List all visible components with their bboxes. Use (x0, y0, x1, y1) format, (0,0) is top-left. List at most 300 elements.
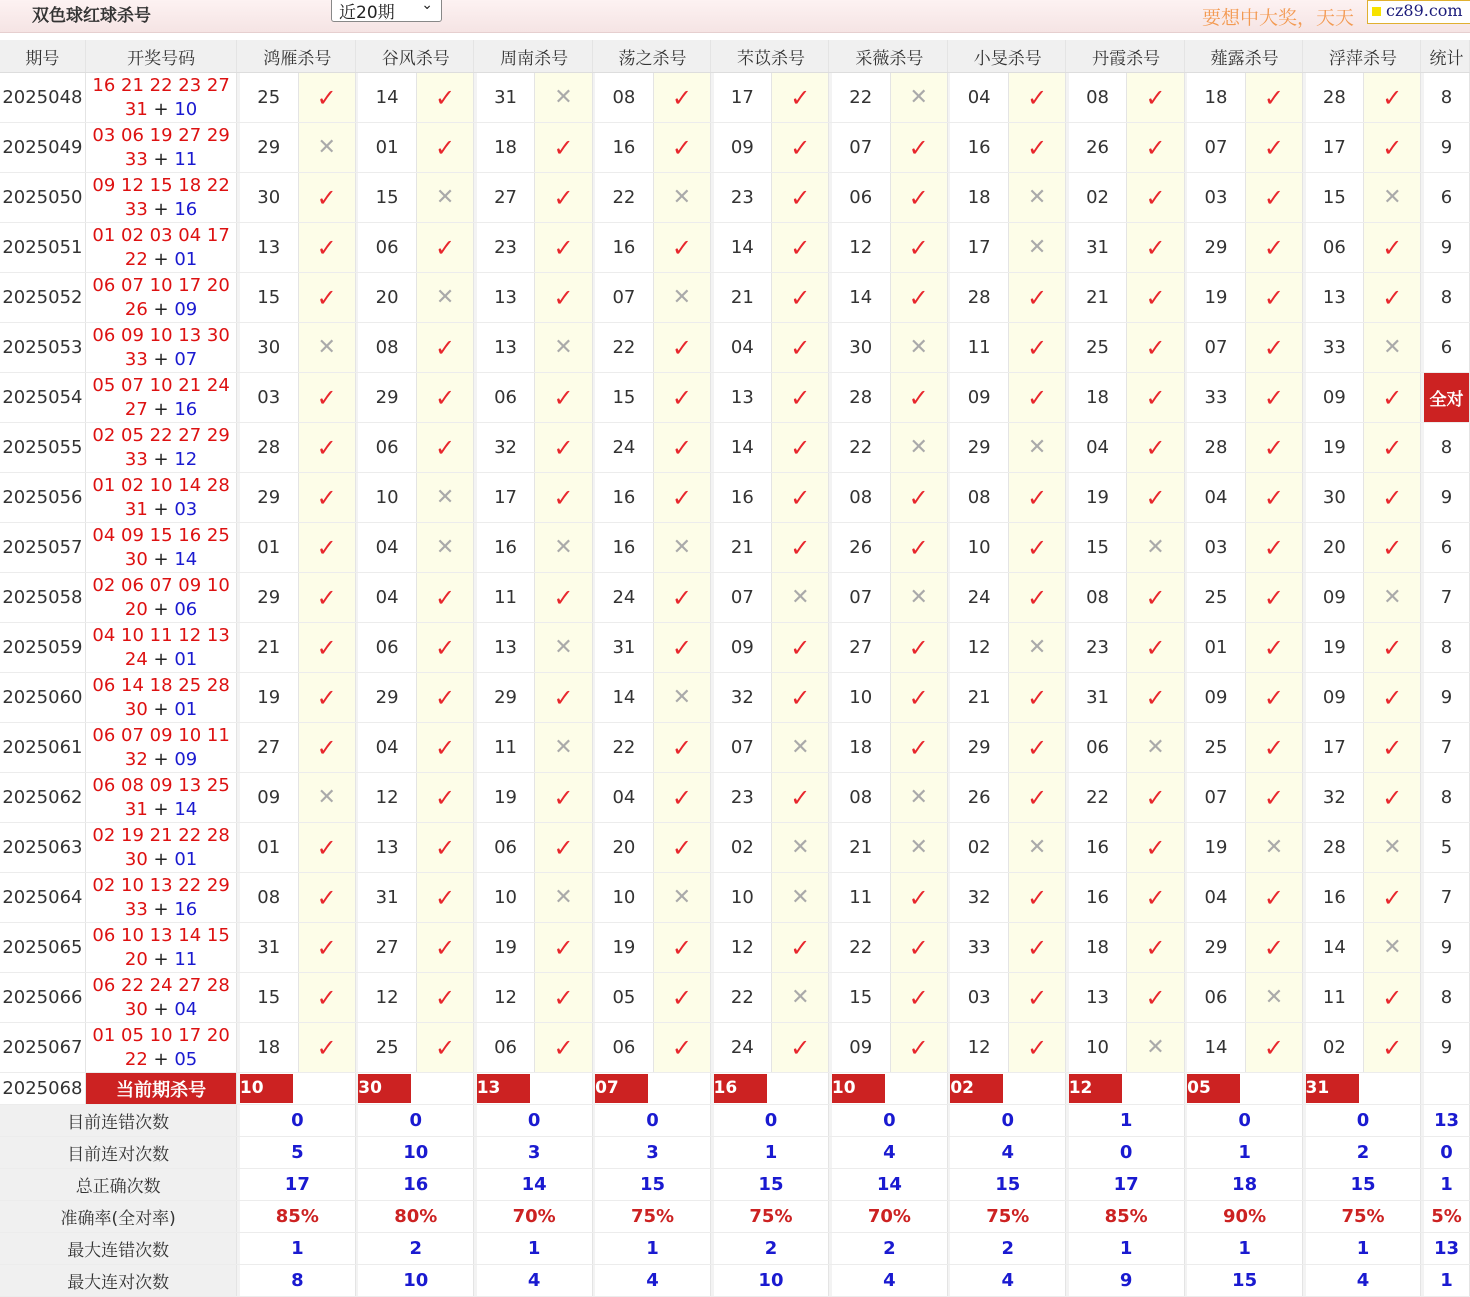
check-icon: ✓ (653, 623, 710, 673)
current-kill-badge: 16 (714, 1074, 767, 1103)
check-icon: ✓ (1245, 73, 1302, 123)
summary-stat: 1 (1424, 1169, 1470, 1201)
kill-number: 08 (1069, 573, 1127, 623)
red-ball-last: 24 (124, 648, 148, 670)
kill-number: 25 (1069, 323, 1127, 373)
plus-sign: + (147, 998, 175, 1020)
cross-icon: ✕ (1009, 423, 1066, 473)
period-number: 2025066 (0, 973, 85, 1023)
plus-sign: + (147, 898, 175, 920)
check-icon: ✓ (1127, 173, 1184, 223)
current-kill-badge: 10 (240, 1074, 293, 1103)
current-stat-empty (1424, 1073, 1470, 1105)
kill-number: 21 (240, 623, 298, 673)
red-balls-line2 (86, 798, 237, 822)
cross-icon: ✕ (890, 73, 947, 123)
kill-number: 15 (1306, 173, 1364, 223)
table-row (0, 523, 1470, 573)
kill-number: 23 (714, 173, 772, 223)
plus-sign: + (147, 148, 175, 170)
blue-ball: 14 (174, 798, 198, 820)
kill-number: 15 (595, 373, 653, 423)
check-icon: ✓ (1364, 423, 1421, 473)
kill-number: 13 (477, 273, 535, 323)
col-header-expert[interactable]: 谷风杀号 (358, 40, 473, 73)
kill-number: 02 (714, 823, 772, 873)
kill-number: 24 (714, 1023, 772, 1073)
kill-number: 18 (1069, 373, 1127, 423)
kill-number: 32 (477, 423, 535, 473)
check-icon: ✓ (1127, 73, 1184, 123)
check-icon: ✓ (1245, 523, 1302, 573)
current-kill-badge: 12 (1069, 1074, 1122, 1103)
current-kill-badge: 10 (832, 1074, 885, 1103)
col-header-expert[interactable]: 鸿雁杀号 (240, 40, 355, 73)
red-ball-last: 30 (124, 848, 148, 870)
cross-icon: ✕ (1364, 323, 1421, 373)
period-number: 2025051 (0, 223, 85, 273)
check-icon: ✓ (1245, 923, 1302, 973)
summary-value: 0 (832, 1105, 947, 1137)
period-number: 2025057 (0, 523, 85, 573)
kill-number: 20 (1306, 523, 1364, 573)
check-icon: ✓ (416, 223, 473, 273)
plus-sign: + (147, 348, 175, 370)
blue-ball: 11 (174, 948, 198, 970)
summary-value: 1 (595, 1233, 710, 1265)
table-row (0, 223, 1470, 273)
summary-row (0, 1233, 1470, 1265)
check-icon: ✓ (1127, 323, 1184, 373)
period-number: 2025063 (0, 823, 85, 873)
kill-number: 13 (240, 223, 298, 273)
kill-number: 19 (477, 773, 535, 823)
table-row (0, 773, 1470, 823)
hit-count: 8 (1424, 73, 1470, 123)
kill-number: 22 (832, 423, 890, 473)
kill-number: 06 (595, 1023, 653, 1073)
kill-number: 10 (714, 873, 772, 923)
table-row (0, 673, 1470, 723)
check-icon: ✓ (535, 473, 592, 523)
kill-number: 08 (595, 73, 653, 123)
table-row (0, 423, 1470, 473)
check-icon: ✓ (416, 423, 473, 473)
summary-value: 0 (714, 1105, 829, 1137)
red-balls-line1: 02 19 21 22 28 (92, 824, 230, 846)
kill-number: 12 (358, 773, 416, 823)
kill-number: 03 (1187, 523, 1245, 573)
table-row (0, 123, 1470, 173)
col-header-expert[interactable]: 薤露杀号 (1187, 40, 1302, 73)
kill-number: 09 (832, 1023, 890, 1073)
kill-number: 29 (477, 673, 535, 723)
summary-row (0, 1265, 1470, 1297)
check-icon: ✓ (298, 823, 355, 873)
cross-icon: ✕ (772, 873, 829, 923)
blue-ball: 01 (174, 848, 198, 870)
kill-number: 30 (240, 323, 298, 373)
check-icon: ✓ (890, 523, 947, 573)
plus-sign: + (147, 448, 175, 470)
red-ball-last: 33 (124, 348, 148, 370)
check-icon: ✓ (772, 423, 829, 473)
summary-value: 10 (358, 1265, 473, 1297)
kill-number: 22 (595, 173, 653, 223)
hit-count: 8 (1424, 423, 1470, 473)
cross-icon: ✕ (416, 473, 473, 523)
col-header-period: 期号 (0, 40, 85, 73)
kill-number: 16 (595, 123, 653, 173)
kill-number: 13 (358, 823, 416, 873)
summary-label: 准确率(全对率) (0, 1201, 237, 1233)
summary-value: 0 (950, 1105, 1065, 1137)
col-header-expert[interactable]: 丹霞杀号 (1069, 40, 1184, 73)
kill-number: 14 (1187, 1023, 1245, 1073)
red-balls-line1: 03 06 19 27 29 (92, 124, 230, 146)
red-balls-line2 (86, 248, 237, 272)
red-balls-line2 (86, 98, 237, 122)
cross-icon: ✕ (535, 323, 592, 373)
check-icon: ✓ (535, 673, 592, 723)
cross-icon: ✕ (1009, 223, 1066, 273)
col-header-expert[interactable]: 采薇杀号 (832, 40, 947, 73)
kill-number: 29 (1187, 223, 1245, 273)
check-icon: ✓ (1364, 473, 1421, 523)
kill-number: 18 (832, 723, 890, 773)
current-kill-badge: 02 (950, 1074, 1003, 1103)
check-icon: ✓ (1245, 573, 1302, 623)
current-kill-badge: 31 (1306, 1074, 1359, 1103)
red-balls-line1: 01 05 10 17 20 (92, 1024, 230, 1046)
current-kill-cell (358, 1073, 473, 1105)
check-icon: ✓ (1364, 873, 1421, 923)
check-icon: ✓ (772, 73, 829, 123)
kill-number: 04 (1069, 423, 1127, 473)
summary-value: 2 (358, 1233, 473, 1265)
kill-number: 28 (1306, 73, 1364, 123)
summary-value: 85% (240, 1201, 355, 1233)
check-icon: ✓ (1009, 523, 1066, 573)
top-bar (0, 0, 1470, 33)
red-balls-line1: 04 09 15 16 25 (92, 524, 230, 546)
check-icon: ✓ (890, 223, 947, 273)
kill-number: 31 (1069, 673, 1127, 723)
plus-sign: + (147, 98, 175, 120)
draw-numbers (85, 373, 237, 423)
red-ball-last: 33 (124, 198, 148, 220)
current-kill-cell (1187, 1073, 1302, 1105)
kill-number: 21 (714, 273, 772, 323)
check-icon: ✓ (772, 223, 829, 273)
check-icon: ✓ (416, 1023, 473, 1073)
check-icon: ✓ (1009, 973, 1066, 1023)
current-period-number: 2025068 (0, 1073, 85, 1105)
kill-number: 12 (832, 223, 890, 273)
summary-row (0, 1169, 1470, 1201)
period-select[interactable] (331, 0, 442, 22)
marquee-text: 要想中大奖，天天 (1202, 7, 1355, 29)
draw-numbers (85, 1023, 237, 1073)
red-ball-last: 32 (124, 748, 148, 770)
col-header-expert[interactable]: 芣苡杀号 (714, 40, 829, 73)
red-balls-line2 (86, 998, 237, 1022)
red-balls-line1: 04 10 11 12 13 (92, 624, 230, 646)
current-kill-cell (832, 1073, 947, 1105)
red-balls-line1: 06 08 09 13 25 (92, 774, 230, 796)
check-icon: ✓ (1127, 123, 1184, 173)
check-icon: ✓ (653, 573, 710, 623)
cross-icon: ✕ (653, 273, 710, 323)
plus-sign: + (147, 198, 175, 220)
red-balls-line1: 02 05 22 27 29 (92, 424, 230, 446)
summary-value: 0 (477, 1105, 592, 1137)
check-icon: ✓ (535, 123, 592, 173)
period-number: 2025065 (0, 923, 85, 973)
kill-number: 13 (477, 623, 535, 673)
check-icon: ✓ (535, 373, 592, 423)
kill-number: 07 (1187, 123, 1245, 173)
check-icon: ✓ (298, 723, 355, 773)
summary-value: 85% (1069, 1201, 1184, 1233)
period-number: 2025064 (0, 873, 85, 923)
check-icon: ✓ (653, 323, 710, 373)
kill-number: 33 (950, 923, 1008, 973)
blue-ball: 16 (174, 198, 198, 220)
check-icon: ✓ (890, 673, 947, 723)
kill-number: 24 (595, 573, 653, 623)
current-kill-cell (1306, 1073, 1421, 1105)
summary-value: 4 (832, 1137, 947, 1169)
kill-number: 11 (950, 323, 1008, 373)
cross-icon: ✕ (890, 423, 947, 473)
summary-value: 15 (714, 1169, 829, 1201)
check-icon: ✓ (772, 673, 829, 723)
kill-number: 28 (1187, 423, 1245, 473)
cross-icon: ✕ (653, 873, 710, 923)
hit-count: 9 (1424, 923, 1470, 973)
summary-value: 0 (1187, 1105, 1302, 1137)
kill-number: 09 (1187, 673, 1245, 723)
check-icon: ✓ (535, 1023, 592, 1073)
kill-number: 04 (358, 573, 416, 623)
kill-number: 19 (1306, 423, 1364, 473)
check-icon: ✓ (1009, 923, 1066, 973)
kill-number: 31 (1069, 223, 1127, 273)
kill-number: 19 (595, 923, 653, 973)
cross-icon: ✕ (298, 123, 355, 173)
kill-number: 08 (832, 773, 890, 823)
check-icon: ✓ (535, 573, 592, 623)
check-icon: ✓ (1009, 673, 1066, 723)
red-ball-last: 26 (124, 298, 148, 320)
site-logo[interactable] (1367, 0, 1470, 24)
table-row (0, 723, 1470, 773)
check-icon: ✓ (298, 223, 355, 273)
kill-number: 06 (358, 623, 416, 673)
red-balls-line2 (86, 198, 237, 222)
summary-value: 2 (1306, 1137, 1421, 1169)
col-header-expert[interactable]: 小旻杀号 (950, 40, 1065, 73)
check-icon: ✓ (1009, 573, 1066, 623)
check-icon: ✓ (535, 973, 592, 1023)
kill-number: 17 (950, 223, 1008, 273)
kill-number: 29 (240, 573, 298, 623)
kill-number: 32 (950, 873, 1008, 923)
red-ball-last: 30 (124, 698, 148, 720)
col-header-expert[interactable]: 周南杀号 (477, 40, 592, 73)
table-row (0, 373, 1470, 423)
col-header-expert[interactable]: 浮萍杀号 (1306, 40, 1421, 73)
check-icon: ✓ (416, 623, 473, 673)
check-icon: ✓ (1127, 273, 1184, 323)
check-icon: ✓ (772, 173, 829, 223)
kill-number: 16 (477, 523, 535, 573)
blue-ball: 01 (174, 248, 198, 270)
check-icon: ✓ (535, 173, 592, 223)
period-number: 2025058 (0, 573, 85, 623)
kill-number: 14 (714, 423, 772, 473)
kill-number: 03 (1187, 173, 1245, 223)
check-icon: ✓ (653, 123, 710, 173)
kill-number: 06 (358, 423, 416, 473)
kill-number: 15 (1069, 523, 1127, 573)
plus-sign: + (147, 748, 175, 770)
kill-number: 03 (240, 373, 298, 423)
blue-ball: 10 (174, 98, 198, 120)
red-balls-line2 (86, 898, 237, 922)
kill-number: 12 (950, 623, 1008, 673)
check-icon: ✓ (1009, 273, 1066, 323)
kill-number: 25 (240, 73, 298, 123)
summary-value: 15 (595, 1169, 710, 1201)
check-icon: ✓ (1127, 823, 1184, 873)
hit-count: 7 (1424, 573, 1470, 623)
check-icon: ✓ (1245, 623, 1302, 673)
kill-number: 02 (1306, 1023, 1364, 1073)
kill-number: 12 (477, 973, 535, 1023)
check-icon: ✓ (772, 123, 829, 173)
red-balls-line2 (86, 348, 237, 372)
kill-number: 33 (1187, 373, 1245, 423)
kill-number: 28 (1306, 823, 1364, 873)
cross-icon: ✕ (535, 723, 592, 773)
draw-numbers (85, 823, 237, 873)
summary-value: 4 (477, 1265, 592, 1297)
summary-value: 1 (714, 1137, 829, 1169)
period-number: 2025067 (0, 1023, 85, 1073)
plus-sign: + (147, 248, 175, 270)
summary-value: 10 (714, 1265, 829, 1297)
draw-numbers (85, 723, 237, 773)
summary-value: 4 (950, 1265, 1065, 1297)
check-icon: ✓ (416, 573, 473, 623)
check-icon: ✓ (772, 323, 829, 373)
summary-row (0, 1201, 1470, 1233)
check-icon: ✓ (653, 823, 710, 873)
red-balls-line2 (86, 448, 237, 472)
blue-ball: 04 (174, 998, 198, 1020)
kill-number: 15 (240, 273, 298, 323)
kill-number: 29 (950, 723, 1008, 773)
check-icon: ✓ (890, 623, 947, 673)
kill-number: 18 (1069, 923, 1127, 973)
draw-numbers (85, 73, 237, 123)
kill-number: 08 (240, 873, 298, 923)
check-icon: ✓ (653, 473, 710, 523)
summary-value: 1 (1187, 1233, 1302, 1265)
check-icon: ✓ (298, 873, 355, 923)
kill-number: 16 (1069, 873, 1127, 923)
plus-sign: + (147, 848, 175, 870)
check-icon: ✓ (653, 773, 710, 823)
red-ball-last: 31 (124, 798, 148, 820)
kill-number: 10 (477, 873, 535, 923)
check-icon: ✓ (1245, 473, 1302, 523)
check-icon: ✓ (416, 673, 473, 723)
kill-number: 04 (358, 523, 416, 573)
red-balls-line2 (86, 398, 237, 422)
check-icon: ✓ (1245, 223, 1302, 273)
check-icon: ✓ (298, 673, 355, 723)
col-header-expert[interactable]: 荡之杀号 (595, 40, 710, 73)
summary-value: 4 (595, 1265, 710, 1297)
red-ball-last: 31 (124, 498, 148, 520)
draw-numbers (85, 773, 237, 823)
summary-value: 2 (950, 1233, 1065, 1265)
red-balls-line1: 06 07 09 10 11 (92, 724, 230, 746)
plus-sign: + (147, 498, 175, 520)
summary-value: 17 (1069, 1169, 1184, 1201)
check-icon: ✓ (1245, 873, 1302, 923)
check-icon: ✓ (1127, 773, 1184, 823)
check-icon: ✓ (653, 973, 710, 1023)
check-icon: ✓ (1245, 123, 1302, 173)
summary-value: 10 (358, 1137, 473, 1169)
plus-sign: + (147, 398, 175, 420)
kill-number: 29 (358, 373, 416, 423)
check-icon: ✓ (1364, 223, 1421, 273)
red-balls-line1: 06 10 13 14 15 (92, 924, 230, 946)
kill-number: 10 (595, 873, 653, 923)
check-icon: ✓ (416, 373, 473, 423)
kill-number: 02 (950, 823, 1008, 873)
draw-numbers (85, 573, 237, 623)
period-number: 2025054 (0, 373, 85, 423)
summary-value: 0 (1069, 1137, 1184, 1169)
kill-number: 09 (1306, 573, 1364, 623)
kill-number: 03 (950, 973, 1008, 1023)
check-icon: ✓ (298, 1023, 355, 1073)
check-icon: ✓ (1364, 523, 1421, 573)
red-balls-line2 (86, 498, 237, 522)
blue-ball: 06 (174, 598, 198, 620)
hit-count: 8 (1424, 623, 1470, 673)
kill-number: 04 (358, 723, 416, 773)
kill-number: 07 (1187, 773, 1245, 823)
kill-number: 30 (240, 173, 298, 223)
check-icon: ✓ (1127, 923, 1184, 973)
kill-number: 21 (714, 523, 772, 573)
summary-value: 16 (358, 1169, 473, 1201)
kill-number: 18 (477, 123, 535, 173)
summary-value: 14 (832, 1169, 947, 1201)
current-kill-cell (1069, 1073, 1184, 1105)
check-icon: ✓ (1245, 373, 1302, 423)
cross-icon: ✕ (772, 823, 829, 873)
red-balls-line2 (86, 548, 237, 572)
red-balls-line1: 06 14 18 25 28 (92, 674, 230, 696)
